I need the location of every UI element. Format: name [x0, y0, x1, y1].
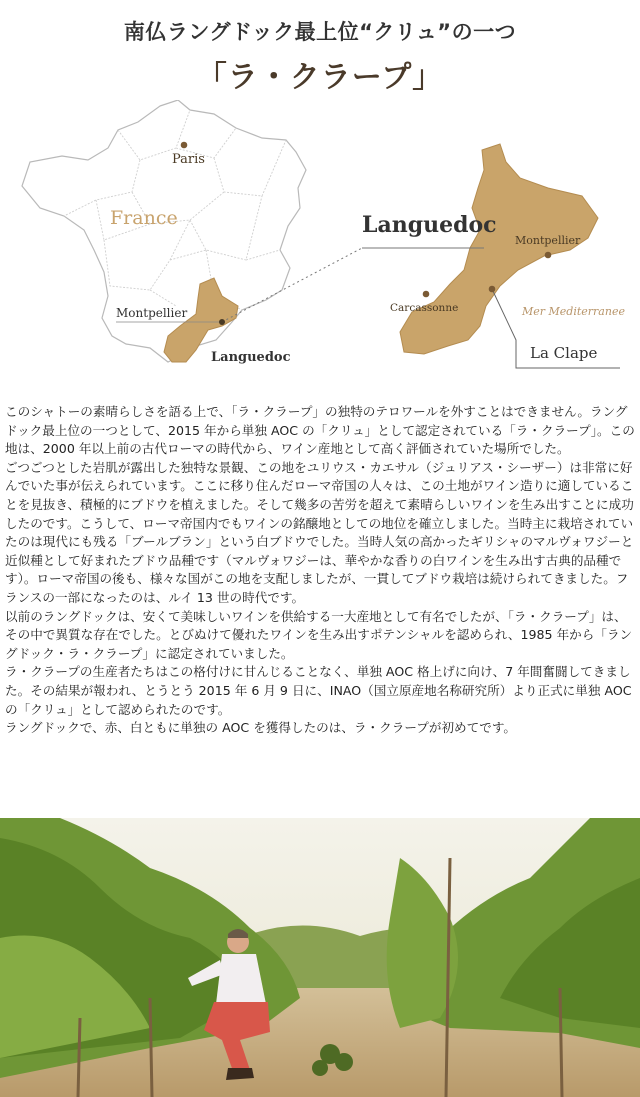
paragraph: このシャトーの素晴らしさを語る上で、「ラ・クラープ」の独特のテロワールを外すことはできません。ラングドック最上位の一つとして、2015 年から単独 AOC の「クリュ」として認定されている「ラ・クラープ」。この地は、2000 年以上前の古代ローマの時代から、ワイン産地として高く評価されていた場所でした。 — [5, 404, 635, 457]
languedoc-region-zoom — [400, 144, 598, 354]
montpellier-zoom-label: Montpellier — [515, 234, 581, 247]
paris-label: Paris — [172, 152, 205, 167]
sea-label: Mer Mediterranee — [522, 305, 625, 318]
paragraph: 以前のラングドックは、安くて美味しいワインを供給する一大産地として有名でしたが、「ラ・クラープ」は、その中で異質な存在でした。とびぬけて優れたワインを生み出すポテンシャルを認められ、1985 年から「ラングドック・ラ・クラープ」に認定されていました。 — [5, 608, 633, 661]
la-clape-dot — [489, 286, 496, 293]
languedoc-small-label: Languedoc — [211, 350, 291, 365]
france-outline — [22, 100, 306, 362]
paragraph: ラ・クラープの生産者たちはこの格付けに甘んじることなく、単独 AOC 格上げに向け、7 年間奮闘してきました。その結果が報われ、とうとう 2015 年 6 月 9 日に、INAO（国立原産地名称研究所）より正式に単独 AOC の「クリュ」として認められたのです。 — [5, 664, 632, 717]
vineyard-photo — [0, 818, 640, 1097]
montpellier-small-dot — [219, 319, 225, 325]
paragraph: ラングドックで、赤、白ともに単独の AOC を獲得したのは、ラ・クラープが初めてです。 — [5, 720, 517, 736]
montpellier-small-label: Montpellier — [116, 306, 188, 320]
montpellier-zoom-dot — [545, 252, 552, 259]
page-subtitle: 南仏ラングドック最上位“クリュ”の一つ — [123, 20, 517, 44]
paragraph: ごつごつとした岩肌が露出した独特な景観、この地をユリウス・カエサル（ジュリアス・シーザー）は非常に好んでいた事が伝えられています。ここに移り住んだローマ帝国の人々は、この土地がワイン造りに適していることを見抜き、積極的にブドウを植えました。そして幾多の苦労を超えて素晴らしいワインを生み出すことに成功したのです。こうして、ローマ帝国内でもワインの銘醸地としての地位を確立しました。当時主に栽培されていたのは現代にも残る「ブールブラン」という白ブドウでした。当時人気の高かったギリシャのマルヴォワジーと近似種として好まれたブドウ品種です（マルヴォワジーは、華やかな香りの白ワインを生み出す古典的品種です）。ローマ帝国の後も、様々な国がこの地を支配しましたが、一貫してブドウ栽培は続けられてきました。フランスの一部になったのは、ルイ 13 世の時代です。 — [5, 459, 634, 605]
page-title: 「ラ・クラープ」 — [196, 60, 444, 95]
paris-dot — [181, 142, 188, 149]
la-clape-label: La Clape — [530, 344, 598, 362]
article-body — [5, 403, 637, 738]
map-svg — [0, 100, 640, 390]
languedoc-big-label: Languedoc — [362, 212, 497, 238]
header — [0, 0, 640, 96]
france-label: France — [110, 207, 178, 229]
carcassonne-label: Carcassonne — [390, 302, 459, 314]
map-figure — [0, 100, 640, 390]
carcassonne-dot — [423, 291, 430, 298]
